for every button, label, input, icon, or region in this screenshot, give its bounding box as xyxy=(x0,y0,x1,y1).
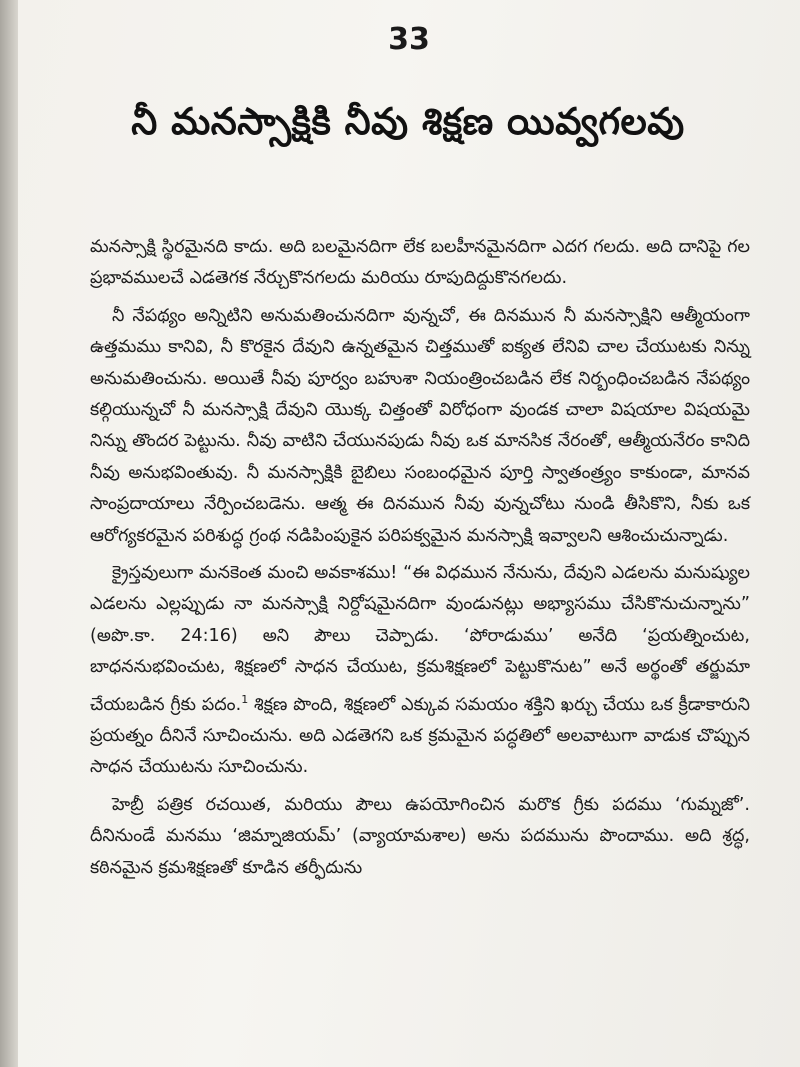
paragraph-4 xyxy=(90,790,750,884)
paragraph-3 xyxy=(90,558,750,784)
paragraph-4-text: హెబ్రీ పత్రిక రచయిత, మరియు పౌలు ఉపయోగించిన మరొక గ్రీకు పదము ‘గుమ్నజో’. దీనినుండే మనము ‘జిమ్నాజియమ్’ (వ్యాయామశాల) అను పదమును పొందాము. అది శ్రద్ధ, కఠినమైన క్రమశిక్షణతో కూడిన తర్ఫీదును xyxy=(90,794,750,878)
paragraph-3-text-after: శిక్షణ పొంది, శిక్షణలో ఎక్కువ సమయం శక్తిని ఖర్చు చేయు ఒక క్రీడాకారుని ప్రయత్నం దీనినే సూచించును. అది ఎడతెగని ఒక క్రమమైన పద్ధతిలో అలవాటుగా వాడుక చొప్పున సాధన చేయుటను సూచించును. xyxy=(90,694,750,778)
book-page xyxy=(18,0,800,1067)
body-text xyxy=(90,232,750,890)
paragraph-3-text: క్రైస్తవులుగా మనకెంత మంచి అవకాశము! “ఈ విధమున నేనును, దేవుని ఎడలను మనుష్యుల ఎడలను ఎల్లప్పుడు నా మనస్సాక్షి నిర్దోషమైనదిగా వుండునట్లు అభ్యాసము చేసికొనుచున్నాను” (అపొ.కా. 24:16) అని పౌలు చెప్పాడు. ‘పోరాడుము’ అనేది ‘ప్రయత్నించుట, బాధననుభవించుట, శిక్షణలో సాధన చేయుట, క్రమశిక్షణలో పెట్టుకొనుట” అనే అర్థంతో తర్జుమా చేయబడిన గ్రీకు పదం. xyxy=(90,563,750,715)
paragraph-2 xyxy=(90,301,750,552)
chapter-title: నీ మనస్సాక్షికి నీవు శిక్షణ యివ్వగలవు xyxy=(131,100,685,143)
paragraph-1-text: మనస్సాక్షి స్థిరమైనది కాదు. అది బలమైనదిగా లేక బలహీనమైనదిగా ఎదగ గలదు. అది దానిపై గల ప్రభావములచే ఎడతెగక నేర్చుకొనగలదు మరియు రూపుదిద్దుకొనగలదు. xyxy=(90,237,750,289)
footnote-mark: 1 xyxy=(241,692,249,706)
page-number: 33 xyxy=(388,22,430,57)
paragraph-2-text: నీ నేపథ్యం అన్నిటిని అనుమతించునదిగా వున్నచో, ఈ దినమున నీ మనస్సాక్షిని ఆత్మీయంగా ఉత్తమము కానివి, నీ కొరకైన దేవుని ఉన్నతమైన చిత్తముతో ఐక్యత లేనివి చాల చేయుటకు నిన్ను అనుమతించును. అయితే నీవు పూర్వం బహుశా నియంత్రించబడిన లేక నిర్బంధించబడిన నేపథ్యం కల్గియున్నచో నీ మనస్సాక్షి దేవుని యొక్క చిత్తంతో విరోధంగా వుండక చాలా విషయాల విషయమై నిన్ను తొందర పెట్టును. నీవు వాటిని చేయునపుడు నీవు ఒక మానసిక నేరంతో, ఆత్మీయనేరం కానిది నీవు అనుభవింతువు. నీ మనస్సాక్షికి బైబిలు సంబంధమైన పూర్తి స్వాతంత్ర్యం కాకుండా, మానవ సాంప్రదాయాలు నేర్పించబడెను. ఆత్మ ఈ దినమున నీవు వున్నచోటు నుండి తీసికొని, నీకు ఒక ఆరోగ్యకరమైన పరిశుద్ధ గ్రంథ నడిపింపుకైన పరిపక్వమైన మనస్సాక్షి ఇవ్వాలని ఆశించుచున్నాడు. xyxy=(90,305,750,546)
paragraph-1 xyxy=(90,232,750,295)
